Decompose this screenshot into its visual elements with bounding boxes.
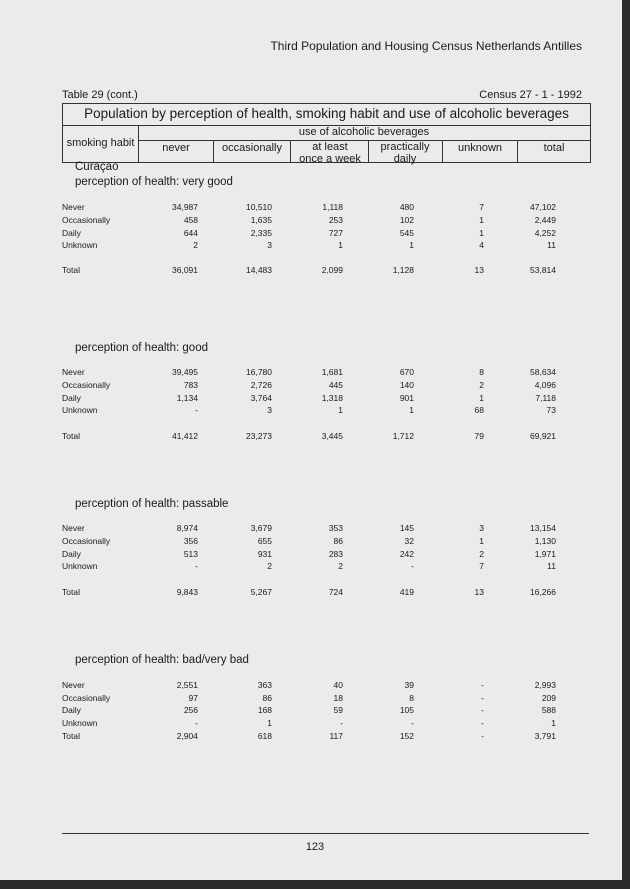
cell-value: - [195,561,198,571]
cell-value: - [411,561,414,571]
cell-value: 2,551 [176,680,198,690]
row-label: Unknown [62,718,98,728]
cell-value: 1 [338,405,343,415]
cell-value: 117 [329,731,343,741]
cell-value: 140 [399,380,414,390]
cell-value: 59 [333,705,343,715]
row-label: Occasionally [62,693,111,703]
cell-value: - [195,718,198,728]
cell-value: 2,335 [250,228,272,238]
total-row [0,731,630,743]
cell-value: 11 [547,561,556,571]
cell-value: - [195,405,198,415]
cell-value: 53,814 [530,265,556,275]
cell-value: 3 [479,523,484,533]
cell-value: 2 [479,380,484,390]
cell-value: 353 [328,523,343,533]
cell-value: 1,118 [322,202,343,212]
table-row [0,693,630,705]
cell-value: - [411,718,414,728]
cell-value: 69,921 [530,431,556,441]
table-row [0,202,630,214]
cell-value: 7 [479,202,484,212]
cell-value: - [481,693,484,703]
cell-value: 588 [541,705,556,715]
cell-value: 8,974 [176,523,198,533]
row-label: Daily [62,228,81,238]
section-label: perception of health: bad/very bad [75,654,249,666]
row-header: smoking habit [66,137,135,149]
table-row [0,240,630,252]
cell-value: 152 [399,731,414,741]
cell-value: 1 [479,228,484,238]
table-row [0,215,630,227]
cell-value: 545 [399,228,414,238]
cell-value: 36,091 [172,265,198,275]
cell-value: 1,712 [392,431,414,441]
cell-value: 253 [328,215,343,225]
row-label: Total [62,731,80,741]
table-row [0,561,630,573]
cell-value: 7,118 [535,393,556,403]
cell-value: 209 [541,693,556,703]
table-row [0,228,630,240]
cell-value: 901 [399,393,414,403]
cell-value: 242 [399,549,414,559]
cell-value: 1 [338,240,343,250]
table-number: Table 29 (cont.) [62,89,138,101]
section-label: perception of health: very good [75,176,233,188]
cell-value: 13,154 [530,523,556,533]
cell-value: 68 [474,405,484,415]
row-label: Occasionally [62,215,111,225]
section-label: perception of health: good [75,342,208,354]
row-label: Never [62,680,85,690]
cell-value: 1 [409,405,414,415]
cell-value: 58,634 [530,367,556,377]
row-label: Unknown [62,405,98,415]
cell-value: 97 [188,693,198,703]
cell-value: 105 [399,705,414,715]
cell-value: 145 [399,523,414,533]
cell-value: 23,273 [246,431,272,441]
table-header-box [62,103,591,163]
cell-value: - [481,705,484,715]
cell-value: 1 [267,718,272,728]
row-label: Unknown [62,240,98,250]
row-label: Never [62,367,85,377]
cell-value: 1,134 [176,393,198,403]
cell-value: 10,510 [246,202,272,212]
table-row [0,405,630,417]
cell-value: 3,679 [250,523,272,533]
cell-value: 1,318 [321,393,343,403]
row-label: Total [62,431,80,441]
cell-value: 931 [257,549,272,559]
cell-value: 8 [409,693,414,703]
table-row [0,680,630,692]
table-row [0,536,630,548]
cell-value: 618 [257,731,272,741]
cell-value: 480 [399,202,414,212]
row-label: Unknown [62,561,98,571]
table-row [0,523,630,535]
cell-value: 86 [262,693,272,703]
divider [290,141,291,162]
section-label: perception of health: passable [75,498,229,510]
row-label: Total [62,587,80,597]
cell-value: 363 [257,680,272,690]
cell-value: 14,483 [246,265,272,275]
column-header-weekly: at least once a week [299,141,361,165]
cell-value: 2,099 [321,265,343,275]
cell-value: - [481,680,484,690]
cell-value: 79 [474,431,484,441]
cell-value: 1,971 [534,549,556,559]
row-label: Never [62,202,85,212]
cell-value: 2,449 [534,215,556,225]
page-number: 123 [305,841,325,853]
cell-value: 13 [474,265,484,275]
cell-value: 41,412 [172,431,198,441]
cell-value: 1 [479,536,484,546]
cell-value: 47,102 [530,202,556,212]
table-row [0,718,630,730]
table-title: Population by perception of health, smoking habit and use of alcoholic beverages [63,104,590,126]
cell-value: 2 [479,549,484,559]
cell-value: 1 [551,718,556,728]
cell-value: 3 [267,405,272,415]
cell-value: 39,495 [172,367,198,377]
cell-value: 724 [328,587,343,597]
cell-value: 513 [183,549,198,559]
cell-value: - [340,718,343,728]
cell-value: 5,267 [250,587,272,597]
cell-value: 3,791 [534,731,556,741]
cell-value: 2,993 [534,680,556,690]
cell-value: 11 [547,240,556,250]
column-header-never: never [162,142,190,154]
table-row [0,380,630,392]
row-label: Daily [62,393,81,403]
cell-value: - [481,731,484,741]
cell-value: 2 [193,240,198,250]
cell-value: 86 [333,536,343,546]
cell-value: 283 [328,549,343,559]
cell-value: 73 [546,405,556,415]
cell-value: 3,764 [250,393,272,403]
cell-value: 2 [338,561,343,571]
cell-value: 1,681 [321,367,343,377]
cell-value: 168 [257,705,272,715]
cell-value: 1,635 [250,215,272,225]
cell-value: 9,843 [176,587,198,597]
cell-value: 419 [399,587,414,597]
row-label: Occasionally [62,536,111,546]
cell-value: 39 [404,680,414,690]
cell-value: 655 [257,536,272,546]
total-row [0,587,630,599]
cell-value: 7 [479,561,484,571]
cell-value: - [481,718,484,728]
cell-value: 727 [328,228,343,238]
cell-value: 4,096 [534,380,556,390]
cell-value: 1 [479,215,484,225]
row-label: Never [62,523,85,533]
census-date: Census 27 - 1 - 1992 [479,89,582,101]
row-label: Daily [62,705,81,715]
cell-value: 2,726 [250,380,272,390]
divider [368,141,369,162]
cell-value: 1,128 [392,265,414,275]
cell-value: 4,252 [534,228,556,238]
row-label: Total [62,265,80,275]
cell-value: 16,780 [246,367,272,377]
cell-value: 1 [409,240,414,250]
cell-value: 40 [333,680,343,690]
column-header-daily: practically daily [380,141,430,165]
cell-value: 3 [267,240,272,250]
region-label: Curaçao [75,161,119,173]
cell-value: 13 [474,587,484,597]
table-row [0,367,630,379]
cell-value: 4 [479,240,484,250]
cell-value: 102 [399,215,414,225]
cell-value: 32 [404,536,414,546]
cell-value: 1 [479,393,484,403]
table-row [0,549,630,561]
table-row [0,705,630,717]
cell-value: 644 [183,228,198,238]
running-header: Third Population and Housing Census Netherlands Antilles [270,39,582,53]
total-row [0,431,630,443]
column-header-occasionally: occasionally [222,142,282,154]
cell-value: 16,266 [530,587,556,597]
cell-value: 445 [328,380,343,390]
cell-value: 356 [183,536,198,546]
cell-value: 670 [399,367,414,377]
cell-value: 256 [183,705,198,715]
footer-rule [62,833,589,834]
column-header-total: total [543,142,565,154]
cell-value: 18 [333,693,343,703]
row-label: Daily [62,549,81,559]
cell-value: 783 [183,380,198,390]
column-header-unknown: unknown [457,142,503,154]
cell-value: 3,445 [321,431,343,441]
cell-value: 1,130 [534,536,556,546]
cell-value: 2 [267,561,272,571]
total-row [0,265,630,277]
cell-value: 458 [183,215,198,225]
cell-value: 2,904 [176,731,198,741]
table-row [0,393,630,405]
row-label: Occasionally [62,380,111,390]
group-header: use of alcoholic beverages [138,125,590,141]
cell-value: 8 [479,367,484,377]
cell-value: 34,987 [172,202,198,212]
